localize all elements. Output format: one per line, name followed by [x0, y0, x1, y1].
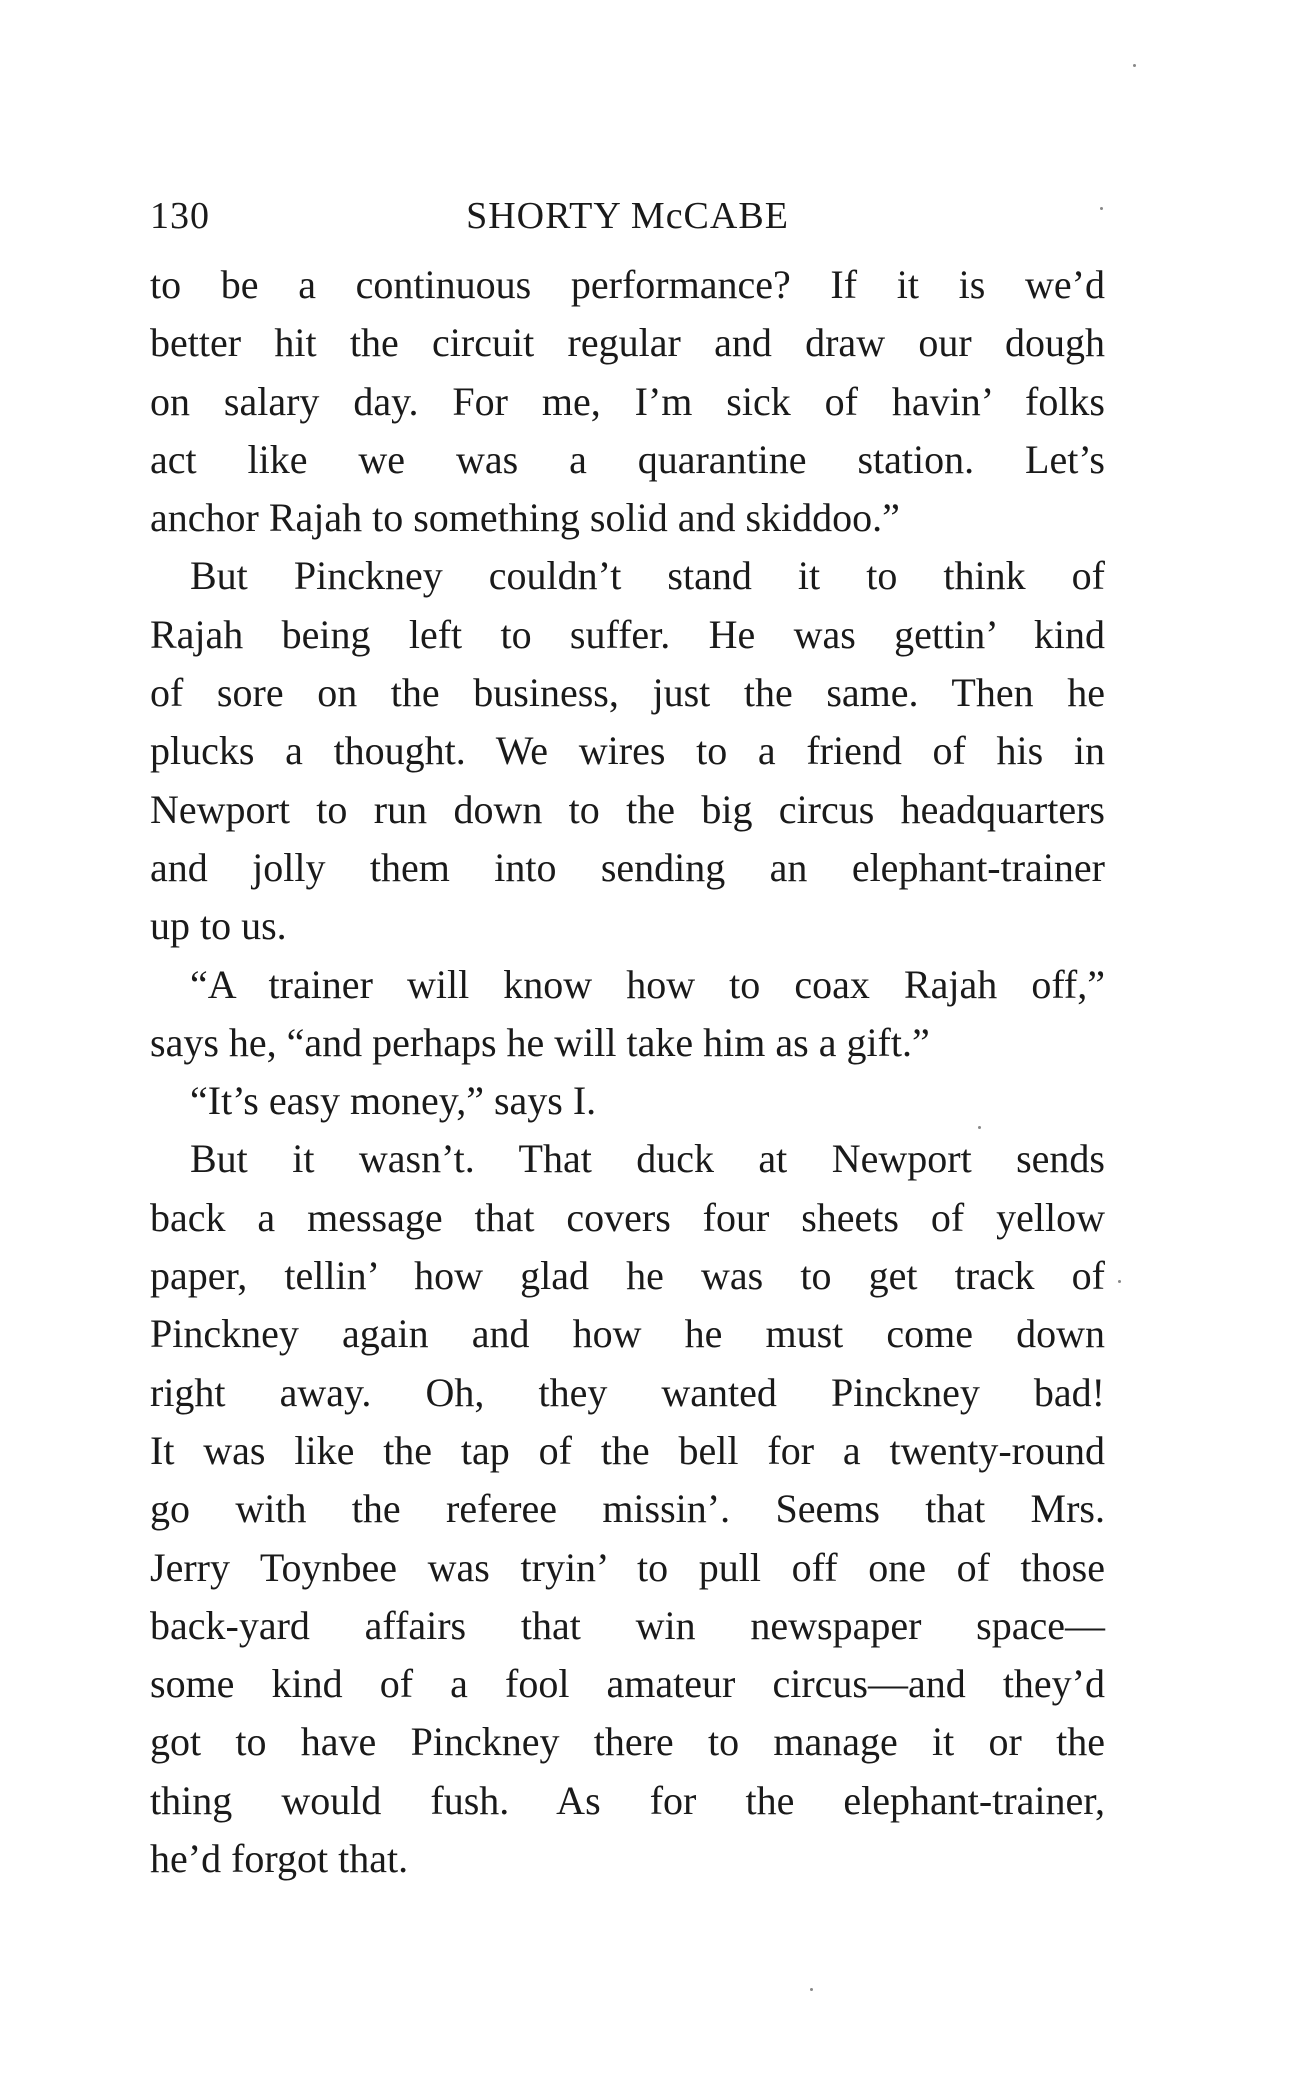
paragraph [150, 956, 1105, 1073]
text-line: better hit the circuit regular and draw our dough [150, 320, 1105, 366]
text-line: of sore on the business, just the same. Then he [150, 670, 1105, 716]
text-line: plucks a thought. We wires to a friend of his in [150, 728, 1105, 774]
text-line: up to us. [150, 903, 287, 949]
text-line: Jerry Toynbee was tryin’ to pull off one of those [150, 1544, 1105, 1590]
text-line: and jolly them into sending an elephant-trainer [150, 844, 1105, 890]
text-line: “A trainer will know how to coax Rajah off,” [190, 961, 1105, 1007]
paragraph [150, 547, 1105, 955]
paragraph [150, 1072, 1105, 1130]
text-line: paper, tellin’ how glad he was to get track of [150, 1253, 1105, 1299]
text-line: to be a continuous performance? If it is we’d [150, 262, 1105, 307]
text-line: Pinckney again and how he must come down [150, 1311, 1105, 1357]
text-line: got to have Pinckney there to manage it or the [150, 1719, 1105, 1765]
text-line: Rajah being left to suffer. He was gettin’ kind [150, 611, 1105, 657]
text-line: But Pinckney couldn’t stand it to think of [190, 553, 1105, 599]
text-line: says he, “and perhaps he will take him as a gift.” [150, 1019, 930, 1065]
text-line: act like we was a quarantine station. Let’s [150, 436, 1105, 482]
text-line: he’d forgot that. [150, 1836, 409, 1882]
text-line: But it wasn’t. That duck at Newport sends [190, 1136, 1105, 1182]
text-line: It was like the tap of the bell for a twenty-round [150, 1427, 1105, 1473]
text-line: back-yard affairs that win newspaper space— [150, 1602, 1105, 1648]
text-line: back a message that covers four sheets of yellow [150, 1194, 1105, 1240]
book-page [150, 190, 1105, 1950]
text-line: thing would fush. As for the elephant-trainer, [150, 1777, 1105, 1823]
page-number: 130 [150, 195, 210, 237]
text-line: anchor Rajah to something solid and skiddoo.” [150, 495, 900, 541]
text-line: Newport to run down to the big circus headquarters [150, 786, 1105, 832]
body-text [150, 256, 1105, 1888]
text-line: “It’s easy money,” says I. [190, 1078, 597, 1124]
running-head [150, 190, 1105, 242]
paragraph [150, 256, 1105, 547]
text-line: on salary day. For me, I’m sick of havin’ folks [150, 378, 1105, 424]
running-title: SHORTY McCABE [466, 195, 789, 237]
text-line: go with the referee missin’. Seems that Mrs. [150, 1486, 1105, 1532]
text-line: right away. Oh, they wanted Pinckney bad! [150, 1369, 1105, 1415]
paragraph [150, 1130, 1105, 1888]
text-line: some kind of a fool amateur circus—and they’d [150, 1661, 1105, 1707]
